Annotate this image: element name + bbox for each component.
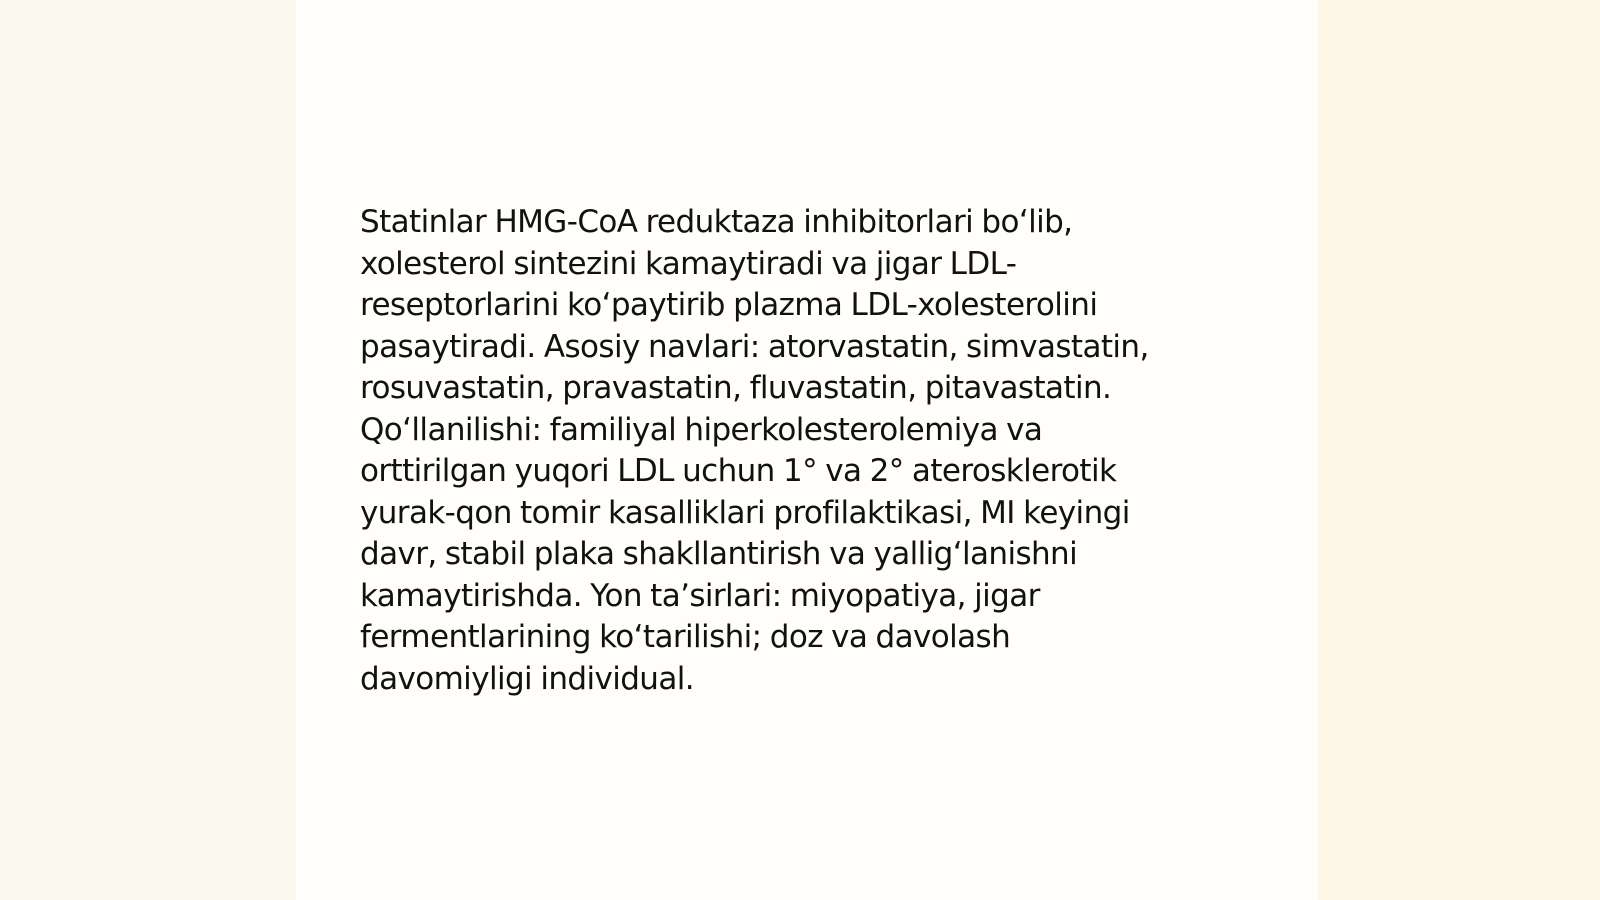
body-line: Qo‘llanilishi: familiyal hiperkolesterolemiya va	[360, 411, 1043, 448]
body-line: reseptorlarini ko‘paytirib plazma LDL-xolesterolini	[360, 287, 1098, 323]
body-line: rosuvastatin, pravastatin, fluvastatin, pitavastatin.	[360, 370, 1112, 406]
slide-body-text	[360, 202, 1240, 700]
body-line: yurak-qon tomir kasalliklari profilaktikasi, MI keyingi	[360, 494, 1130, 531]
slide-page	[296, 0, 1318, 900]
body-line: pasaytiradi. Asosiy navlari: atorvastatin, simvastatin,	[360, 328, 1149, 365]
body-line: davomiyligi individual.	[360, 660, 695, 697]
body-line: fermentlarining ko‘tarilishi; doz va davolash	[360, 619, 1011, 655]
body-line: davr, stabil plaka shakllantirish va yallig‘lanishni	[360, 536, 1078, 572]
right-margin-panel	[1318, 0, 1600, 900]
body-line: xolesterol sintezini kamaytiradi va jigar LDL-	[360, 245, 1017, 282]
body-line: kamaytirishda. Yon ta’sirlari: miyopatiya, jigar	[360, 577, 1040, 614]
body-line: Statinlar HMG-CoA reduktaza inhibitorlari bo‘lib,	[360, 204, 1073, 240]
body-line: orttirilgan yuqori LDL uchun 1° va 2° aterosklerotik	[360, 453, 1117, 489]
left-margin-panel	[0, 0, 296, 900]
